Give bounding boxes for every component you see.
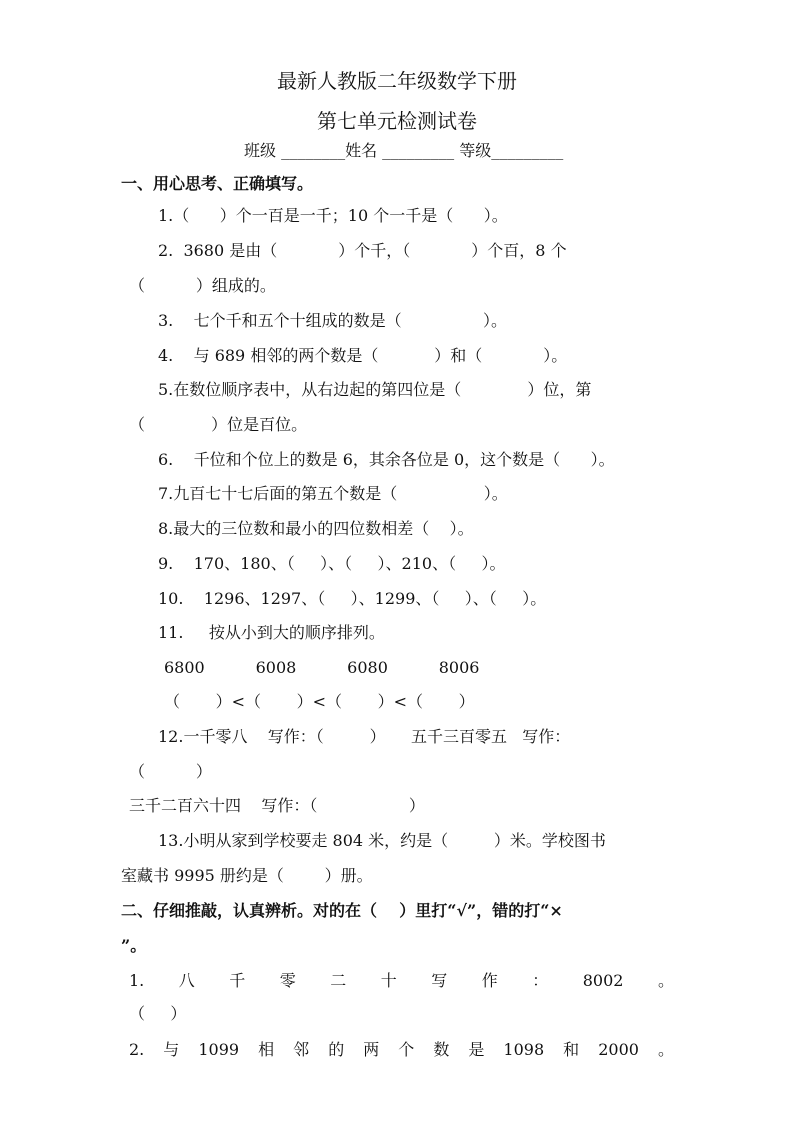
title-line-2: 第七单元检测试卷 (317, 109, 477, 133)
question-line: 5.在数位顺序表中，从右边起的第四位是（ ）位，第 (158, 380, 592, 399)
question-line: 12.一千零八 写作：（ ） 五千三百零五 写作： (158, 727, 571, 746)
judge-question-1: 1. 八 千 零 二 十 写 作 ： 8002 。 (129, 971, 674, 990)
question-line: 1.（ ）个一百是一千；10 个一千是（ ）。 (158, 206, 508, 225)
section-2-heading-cont: ”。 (121, 936, 147, 955)
question-line: 7.九百七十七后面的第五个数是（ ）。 (158, 484, 508, 503)
question-line: 2. 3680 是由（ ）个千，（ ）个百，8 个 (158, 241, 567, 260)
question-line: 三千二百六十四 写作：（ ） (129, 796, 425, 815)
section-1-heading: 一、用心思考、正确填写。 (121, 174, 314, 193)
question-line: 8.最大的三位数和最小的四位数相差（ ）。 (158, 519, 474, 538)
title-line-1: 最新人教版二年级数学下册 (277, 69, 517, 93)
question-line: 6. 千位和个位上的数是 6，其余各位是 0，这个数是（ ）。 (158, 450, 615, 469)
question-line: （ ）位是百位。 (129, 415, 308, 434)
ordering-blanks: （ ）<（ ）<（ ）<（ ） (164, 692, 475, 711)
number-list: 6800 6008 6080 8006 (164, 658, 480, 677)
question-line: 10. 1296、1297、（ ）、1299、（ ）、（ ）。 (158, 589, 547, 608)
question-line: （ ）组成的。 (129, 276, 276, 295)
question-line: 11. 按从小到大的顺序排列。 (158, 623, 385, 642)
question-line: 9. 170、180、（ ）、（ ）、210、（ ）。 (158, 554, 506, 573)
question-line: 室藏书 9995 册约是（ ）册。 (121, 866, 373, 885)
judge-answer-blank: （ ） (129, 1004, 187, 1023)
judge-question-2: 2. 与 1099 相 邻 的 两 个 数 是 1098 和 2000 。 (129, 1040, 674, 1059)
question-line: 4. 与 689 相邻的两个数是（ ）和（ ）。 (158, 346, 568, 365)
question-line: 3. 七个千和五个十组成的数是（ ）。 (158, 311, 507, 330)
question-line: 13.小明从家到学校要走 804 米，约是（ ）米。学校图书 (158, 831, 606, 850)
student-info-line: 班级 ________姓名 _________ 等级_________ (244, 141, 564, 160)
question-line: （ ） (129, 762, 212, 781)
section-2-heading: 二、仔细推敲，认真辨析。对的在（ ）里打“√”，错的打“× (121, 901, 563, 920)
